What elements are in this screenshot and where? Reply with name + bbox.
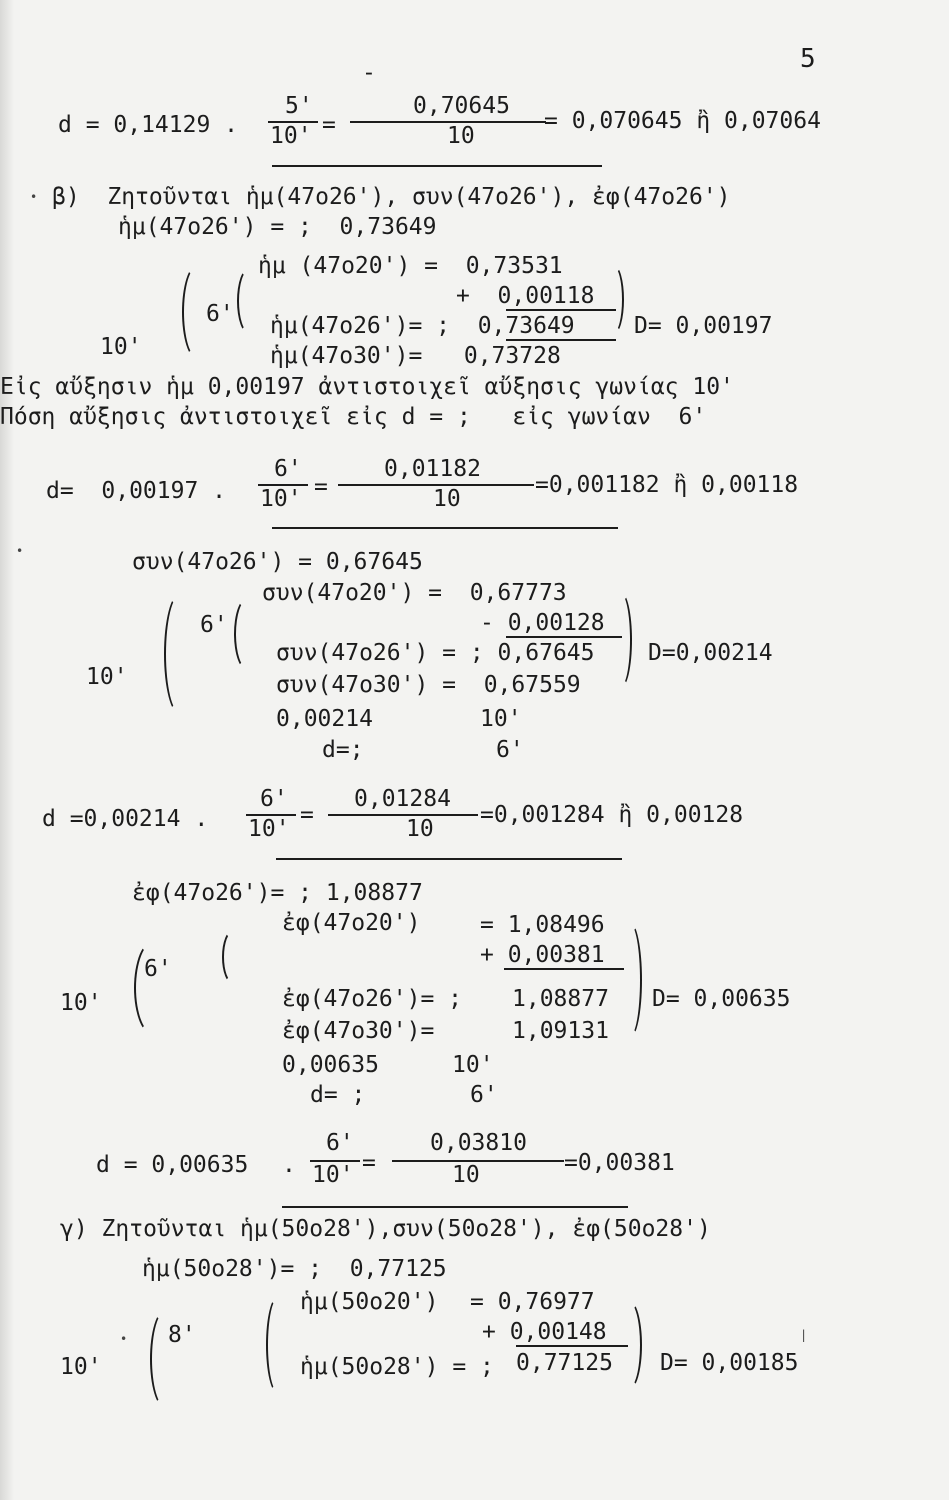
right-bracket (616, 1300, 642, 1390)
text-line: ἡμ(50ο20') (300, 1289, 439, 1315)
text-line: = 0,070645 ἢ 0,07064 (544, 108, 821, 134)
text-line: 6' (206, 301, 234, 327)
underline (516, 1345, 628, 1347)
stray-mark: • (120, 1332, 128, 1346)
underline (504, 968, 624, 970)
text-line: Πόση αὔξησις ἀντιστοιχεῖ εἰς d = ; εἰς γωνίαν 6' (0, 404, 707, 430)
text-line: . (282, 1152, 296, 1178)
text-line: 6' (274, 456, 302, 482)
left-bracket (222, 930, 244, 984)
text-line: Εἰς αὔξησιν ἡμ 0,00197 ἀντιστοιχεῖ αὔξησις γωνίας 10' (0, 374, 734, 400)
text-line: 10 (447, 123, 475, 149)
text-line: d = 0,00635 (96, 1152, 249, 1178)
text-line: 8' (168, 1322, 196, 1348)
text-line: συν(47ο30') = 0,67559 (276, 672, 581, 698)
text-line: =0,001182 ἢ 0,00118 (535, 472, 799, 498)
text-line: d=; (322, 737, 364, 763)
text-line: + 0,00118 (456, 283, 595, 309)
text-line: ἡμ(47ο30')= 0,73728 (270, 343, 561, 369)
text-line: γ) Ζητοῦνται ἡμ(50ο28'),συν(50ο28'), ἐφ(50ο28') (60, 1216, 711, 1242)
text-line: = 0,76977 (470, 1289, 595, 1315)
text-line: + 0,00381 (480, 942, 605, 968)
text-line: συν(47ο20') = 0,67773 (262, 580, 567, 606)
left-bracket (237, 268, 261, 334)
text-line: 0,01182 (384, 456, 481, 482)
text-line: 10' (260, 486, 302, 512)
text-line: =0,00381 (564, 1150, 675, 1176)
text-line: D= 0,00185 (660, 1350, 799, 1376)
text-line: ἐφ(47ο26')= ; (282, 986, 463, 1012)
separator-rule (282, 1206, 628, 1208)
text-line: = (322, 112, 336, 138)
text-line: 6' (470, 1082, 498, 1108)
text-line: συν(47ο26') = ; 0,67645 (276, 640, 595, 666)
text-line: 10' (452, 1052, 494, 1078)
text-line: 0,01284 (354, 786, 451, 812)
text-line: β) Ζητοῦνται ἡμ(47ο26'), συν(47ο26'), ἐφ(47ο26') (52, 184, 731, 210)
text-line: 10' (480, 706, 522, 732)
text-line: ἡμ (47ο20') = 0,73531 (258, 253, 563, 279)
text-line: 10' (100, 334, 142, 360)
left-bracket (150, 1310, 180, 1408)
text-line: 6' (496, 737, 524, 763)
text-line: 0,00214 (276, 706, 373, 732)
separator-rule (276, 858, 622, 860)
text-line: D=0,00214 (648, 640, 773, 666)
left-bracket (234, 598, 260, 670)
page-number: 5 (800, 44, 816, 74)
right-bracket (604, 265, 624, 334)
text-line: D= 0,00197 (634, 313, 773, 339)
separator-rule (272, 527, 618, 529)
text-line: d= 0,00197 . (46, 478, 227, 504)
text-line: 10 (433, 486, 461, 512)
text-line: ἐφ(47ο30')= (282, 1018, 435, 1044)
text-line: 10 (406, 816, 434, 842)
text-line: = (300, 802, 314, 828)
text-line: ἡμ(47ο26') = ; 0,73649 (118, 214, 437, 240)
text-line: - 0,00128 (480, 610, 605, 636)
text-line: 10' (86, 664, 128, 690)
text-line: 1,09131 (512, 1018, 609, 1044)
text-line: 1,08877 (512, 986, 609, 1012)
text-line: D= 0,00635 (652, 986, 791, 1012)
stray-mark: | (800, 1328, 808, 1342)
text-line: = (314, 474, 328, 500)
right-bracket (610, 592, 632, 688)
text-line: 10' (312, 1162, 354, 1188)
underline (506, 339, 616, 341)
stray-mark: • (30, 190, 38, 204)
text-line: + 0,00148 (482, 1319, 607, 1345)
text-line: ἐφ(47ο26')= ; 1,08877 (132, 880, 423, 906)
text-line: 10' (60, 1354, 102, 1380)
text-line: 10' (60, 990, 102, 1016)
text-line: = (362, 1150, 376, 1176)
page-edge-shadow (0, 0, 14, 1500)
text-line: ἡμ(47ο26')= ; 0,73649 (270, 313, 575, 339)
text-line: 0,00635 (282, 1052, 379, 1078)
text-line: d = 0,14129 . (58, 112, 239, 138)
text-line: 0,70645 (413, 93, 510, 119)
text-line: 10' (248, 816, 290, 842)
text-line: 0,03810 (430, 1130, 527, 1156)
text-line: d= ; (310, 1082, 366, 1108)
text-line: 10 (452, 1162, 480, 1188)
text-line: 5' (285, 93, 313, 119)
text-line: 6' (144, 956, 172, 982)
underline (506, 309, 616, 311)
text-line: συν(47ο26') = 0,67645 (132, 549, 423, 575)
stray-mark: • (16, 544, 24, 558)
separator-rule (272, 165, 602, 167)
right-bracket (618, 922, 642, 1038)
text-line: 6' (200, 612, 228, 638)
left-bracket (164, 593, 196, 715)
text-line: 10' (270, 123, 312, 149)
text-line: 6' (326, 1130, 354, 1156)
text-line: ἡμ(50ο28') = ; (300, 1354, 494, 1380)
fraction-bar (328, 814, 478, 816)
left-bracket (182, 265, 212, 359)
dash-mark: - (362, 60, 376, 86)
text-line: ἡμ(50ο28')= ; 0,77125 (142, 1256, 447, 1282)
left-bracket (134, 940, 174, 1036)
left-bracket (266, 1296, 290, 1394)
text-line: d =0,00214 . (42, 806, 209, 832)
text-line: =0,001284 ἢ 0,00128 (480, 802, 744, 828)
text-line: 6' (260, 786, 288, 812)
text-line: 0,77125 (516, 1350, 613, 1376)
underline (506, 636, 622, 638)
text-line: ἐφ(47ο20') (282, 910, 421, 936)
text-line: = 1,08496 (480, 912, 605, 938)
